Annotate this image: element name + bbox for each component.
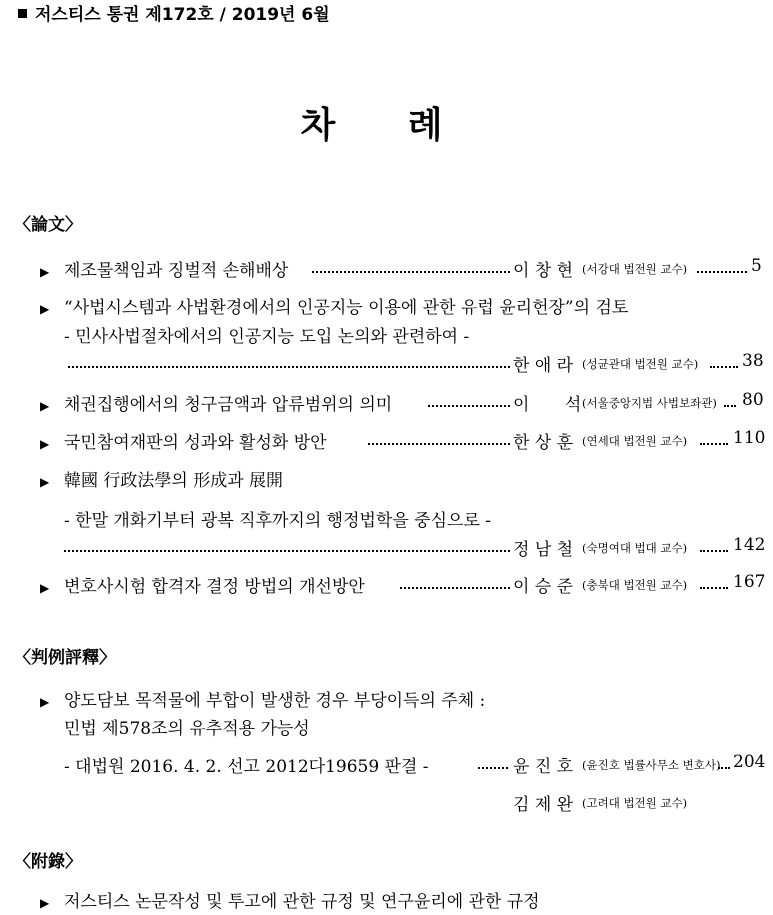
toc-entry-affiliation: (서울중앙지법 사법보좌관) [582,396,717,410]
toc-entry-title[interactable]: ▶ 저스티스 논문작성 및 투고에 관한 규정 및 연구윤리에 관한 규정 [40,892,540,912]
leader-dots [312,271,510,273]
toc-entry-subtitle: - 민사사법절차에서의 인공지능 도입 논의와 관련하여 - [64,327,470,347]
leader-dots [700,443,728,445]
toc-entry-affiliation: (윤진호 법률사무소 변호사) [582,758,721,772]
leader-dots [478,767,508,769]
toc-entry-title[interactable]: ▶ 양도담보 목적물에 부합이 발생한 경우 부당이득의 주체 : [40,691,486,711]
page-title: 차 례 [300,104,473,146]
toc-entry-title[interactable]: ▶ 제조물책임과 징벌적 손해배상 [40,261,289,281]
toc-entry-author: 김 제 완 [513,795,574,815]
triangle-bullet-icon: ▶ [40,302,50,316]
toc-entry-title[interactable]: ▶ 韓國 行政法學의 形成과 展開 [40,471,284,491]
toc-entry-affiliation: (성균관대 법전원 교수) [582,357,699,371]
triangle-bullet-icon: ▶ [40,896,50,910]
triangle-bullet-icon: ▶ [40,399,50,413]
leader-dots [68,366,510,368]
toc-entry-title[interactable]: ▶ 채권집행에서의 청구금액과 압류범위의 의미 [40,395,393,415]
toc-entry-author: 윤 진 호 [513,757,574,777]
triangle-bullet-icon: ▶ [40,695,50,709]
toc-entry-title[interactable]: ▶ “사법시스템과 사법환경에서의 인공지능 이용에 관한 유럽 윤리헌장”의 검토 [40,298,629,318]
toc-entry-author: 한 상 훈 [513,433,574,453]
toc-entry-affiliation: (연세대 법전원 교수) [582,434,688,448]
toc-entry-title[interactable]: ▶ 변호사시험 합격자 결정 방법의 개선방안 [40,577,365,597]
triangle-bullet-icon: ▶ [40,475,50,489]
leader-dots [400,587,510,589]
toc-entry-page: 110 [733,428,766,448]
toc-entry-page: 80 [742,390,764,410]
toc-entry-author: 이 승 준 [513,577,574,597]
leader-dots [700,587,728,589]
toc-entry-subtitle: - 대법원 2016. 4. 2. 선고 2012다19659 판결 - [64,757,429,777]
triangle-bullet-icon: ▶ [40,437,50,451]
toc-entry-title-continued: 민법 제578조의 유추적용 가능성 [64,719,310,739]
leader-dots [368,443,510,445]
triangle-bullet-icon: ▶ [40,265,50,279]
square-bullet-icon [18,9,27,18]
toc-entry-page: 167 [733,572,766,592]
toc-entry-affiliation: (숙명여대 법대 교수) [582,541,688,555]
toc-entry-author: 이 창 현 [513,261,574,281]
section-heading-appendix: 〈附錄〉 [14,852,82,872]
toc-entry-page: 142 [733,535,766,555]
toc-entry-author: 정 남 철 [513,540,574,560]
leader-dots [710,366,738,368]
toc-entry-subtitle: - 한말 개화기부터 광복 직후까지의 행정법학을 중심으로 - [64,511,492,531]
toc-entry-page: 204 [733,752,766,772]
toc-entry-affiliation: (충북대 법전원 교수) [582,578,688,592]
toc-entry-affiliation: (고려대 법전원 교수) [582,796,688,810]
toc-entry-affiliation: (서강대 법전원 교수) [582,262,688,276]
journal-header: 저스티스 통권 제172호 / 2019년 6월 [18,0,330,25]
toc-entry-page: 38 [742,351,764,371]
toc-entry-page: 5 [751,256,762,276]
leader-dots [700,550,728,552]
toc-entry-author: 이 석 [513,395,582,415]
triangle-bullet-icon: ▶ [40,581,50,595]
leader-dots [64,550,510,552]
leader-dots [697,271,747,273]
toc-entry-author: 한 애 라 [513,356,574,376]
leader-dots [724,405,736,407]
leader-dots [428,405,510,407]
section-heading-papers: 〈論文〉 [14,215,82,235]
toc-entry-title[interactable]: ▶ 국민참여재판의 성과와 활성화 방안 [40,433,327,453]
leader-dots [718,767,730,769]
section-heading-case-reviews: 〈判例評釋〉 [14,648,116,668]
